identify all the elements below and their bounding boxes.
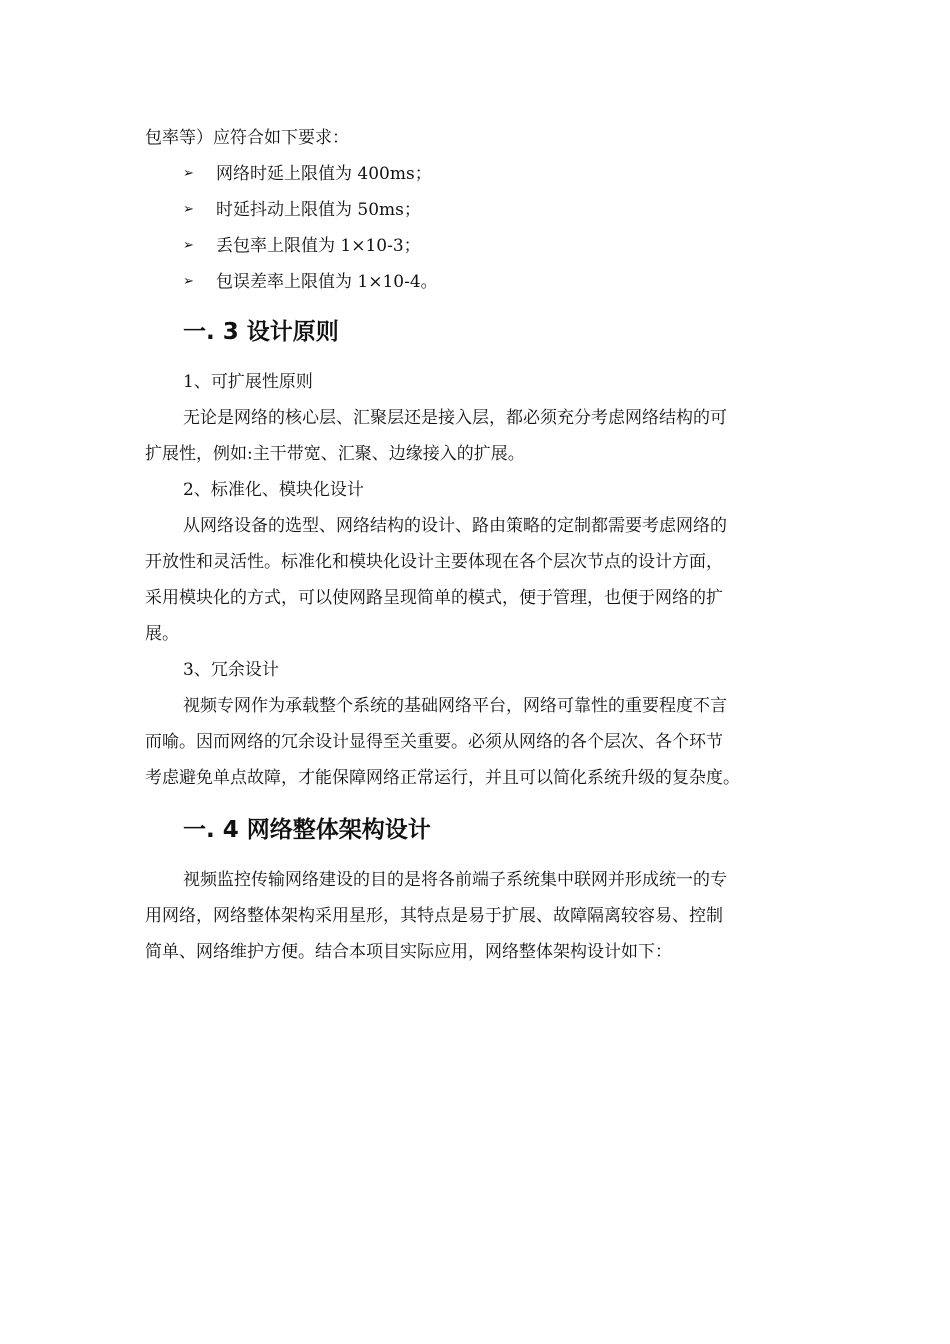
list-item — [145, 156, 807, 192]
paragraph-line: 无论是网络的核心层、汇聚层还是接入层，都必须充分考虑网络结构的可 — [183, 408, 727, 428]
paragraph — [145, 862, 807, 970]
requirement-text: 网络时延上限值为 400ms； — [216, 164, 432, 184]
section-heading: 一. 3 设计原则 — [183, 319, 339, 345]
section-heading: 一. 4 网络整体架构设计 — [183, 817, 431, 843]
arrow-bullet-icon: ➢ — [183, 166, 194, 181]
arrow-bullet-icon: ➢ — [183, 202, 194, 217]
principle-title: 2、标准化、模块化设计 — [183, 480, 364, 500]
intro-line: 包率等）应符合如下要求： — [145, 128, 349, 148]
document-body — [145, 120, 807, 970]
paragraph — [145, 400, 807, 472]
paragraph-line: 从网络设备的选型、网络结构的设计、路由策略的定制都需要考虑网络的 — [183, 516, 727, 536]
paragraph-line: 视频监控传输网络建设的目的是将各前端子系统集中联网并形成统一的专 — [183, 870, 727, 890]
requirement-text: 丢包率上限值为 1×10-3； — [216, 236, 421, 256]
principle-title: 1、可扩展性原则 — [183, 372, 313, 392]
arrow-bullet-icon: ➢ — [183, 238, 194, 253]
paragraph — [145, 688, 807, 796]
requirements-list — [145, 156, 807, 300]
paragraph-line: 开放性和灵活性。标准化和模块化设计主要体现在各个层次节点的设计方面， — [145, 552, 723, 572]
paragraph-line: 扩展性，例如:主干带宽、汇聚、边缘接入的扩展。 — [145, 444, 525, 464]
requirement-text: 时延抖动上限值为 50ms； — [216, 200, 421, 220]
list-item — [145, 264, 807, 300]
paragraph-line: 简单、网络维护方便。结合本项目实际应用，网络整体架构设计如下： — [145, 942, 672, 962]
arrow-bullet-icon: ➢ — [183, 274, 194, 289]
paragraph-line: 而喻。因而网络的冗余设计显得至关重要。必须从网络的各个层次、各个环节 — [145, 732, 723, 752]
requirement-text: 包误差率上限值为 1×10-4。 — [216, 272, 438, 292]
principle-title: 3、冗余设计 — [183, 660, 279, 680]
paragraph-line: 用网络，网络整体架构采用星形，其特点是易于扩展、故障隔离较容易、控制 — [145, 906, 723, 926]
paragraph-line: 考虑避免单点故障，才能保障网络正常运行，并且可以简化系统升级的复杂度。 — [145, 768, 740, 788]
paragraph-line: 采用模块化的方式，可以使网路呈现简单的模式，便于管理，也便于网络的扩 — [145, 588, 723, 608]
paragraph — [145, 508, 807, 652]
paragraph-line: 展。 — [145, 624, 179, 644]
list-item — [145, 192, 807, 228]
list-item — [145, 228, 807, 264]
paragraph-line: 视频专网作为承载整个系统的基础网络平台，网络可靠性的重要程度不言 — [183, 696, 727, 716]
